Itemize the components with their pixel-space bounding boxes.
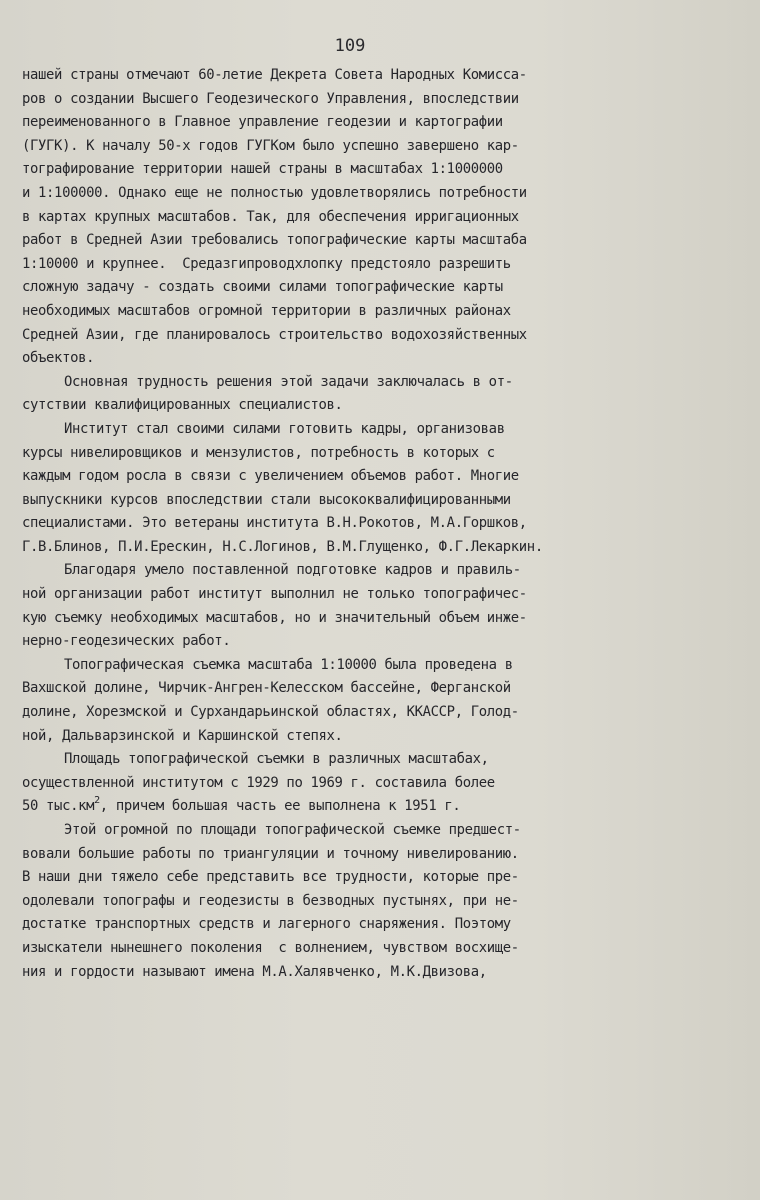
text-line: Институт стал своими силами готовить кадры, организовав: [64, 420, 505, 437]
text-line: В наши дни тяжело себе представить все трудности, которые пре-: [22, 869, 519, 886]
page-number: 109: [334, 36, 366, 56]
text-line: необходимых масштабов огромной территории в различных районах: [22, 302, 511, 319]
text-line: работ в Средней Азии требовались топографические карты масштаба: [22, 232, 527, 249]
text-line-area: [22, 795, 742, 819]
text-line: 1:10000 и крупнее. Средазгипроводхлопку предстояло разрешить: [22, 255, 511, 272]
text-line: нерно-геодезических работ.: [22, 633, 231, 650]
text-line: Площадь топографической съемки в различных масштабах,: [64, 751, 489, 768]
text-line: кую съемку необходимых масштабов, но и значительный объем инже-: [22, 609, 527, 626]
text-line: объектов.: [22, 350, 95, 367]
text-line: (ГУГК). К началу 50-х годов ГУГКом было успешно завершено кар-: [22, 137, 519, 154]
text-line: ной, Дальварзинской и Каршинской степях.: [22, 727, 343, 744]
text-line: вовали большие работы по триангуляции и точному нивелированию.: [22, 845, 519, 862]
text-line: достатке транспортных средств и лагерного снаряжения. Поэтому: [22, 916, 511, 933]
text-line: сложную задачу - создать своими силами топографические карты: [22, 279, 503, 296]
text-line: Вахшской долине, Чирчик-Ангрен-Келесском бассейне, Ферганской: [22, 680, 511, 697]
text-line: нашей страны отмечают 60-летие Декрета Совета Народных Комисса-: [22, 67, 527, 83]
text-line: долине, Хорезмской и Сурхандарьинской областях, ККАССР, Голод-: [22, 704, 519, 721]
area-text-after: , причем большая часть ее выполнена к 1951 г.: [99, 798, 461, 815]
text-line: сутствии квалифицированных специалистов.: [22, 397, 343, 414]
text-line: и 1:100000. Однако еще не полностью удовлетворялись потребности: [22, 184, 527, 201]
text-line: Основная трудность решения этой задачи заключалась в от-: [64, 373, 513, 390]
text-line: одолевали топографы и геодезисты в безводных пустынях, при не-: [22, 892, 519, 909]
text-line: ния и гордости называют имена М.А.Халявченко, М.К.Двизова,: [22, 963, 487, 980]
text-line: выпускники курсов впоследствии стали высококвалифицированными: [22, 491, 511, 508]
text-line: ров о создании Высшего Геодезического Управления, впоследствии: [22, 90, 519, 107]
text-line: каждым годом росла в связи с увеличением объемов работ. Многие: [22, 468, 519, 485]
text-line: Благодаря умело поставленной подготовке кадров и правиль-: [64, 562, 521, 579]
text-line: Г.В.Блинов, П.И.Ерескин, Н.С.Логинов, В.М.Глущенко, Ф.Г.Лекаркин.: [22, 538, 543, 555]
text-line: Средней Азии, где планировалось строительство водохозяйственных: [22, 326, 527, 343]
text-line: переименованного в Главное управление геодезии и картографии: [22, 114, 503, 131]
area-text-before: 50 тыс.км: [22, 798, 95, 815]
text-line: тографирование территории нашей страны в масштабах 1:1000000: [22, 161, 503, 178]
text-line: Этой огромной по площади топографической съемке предшест-: [64, 822, 521, 838]
area-superscript: 2: [94, 795, 100, 807]
text-line: специалистами. Это ветераны института В.Н.Рокотов, М.А.Горшков,: [22, 515, 527, 532]
text-line: в картах крупных масштабов. Так, для обеспечения ирригационных: [22, 208, 519, 225]
text-line: осуществленной институтом с 1929 по 1969 г. составила более: [22, 774, 495, 791]
document-body: [22, 64, 742, 984]
text-line: курсы нивелировщиков и мензулистов, потребность в которых с: [22, 444, 495, 461]
text-line: изыскатели нынешнего поколения с волнением, чувством восхище-: [22, 939, 519, 956]
text-line: Топографическая съемка масштаба 1:10000 была проведена в: [64, 656, 513, 673]
text-line: ной организации работ институт выполнил не только топографичес-: [22, 586, 527, 603]
